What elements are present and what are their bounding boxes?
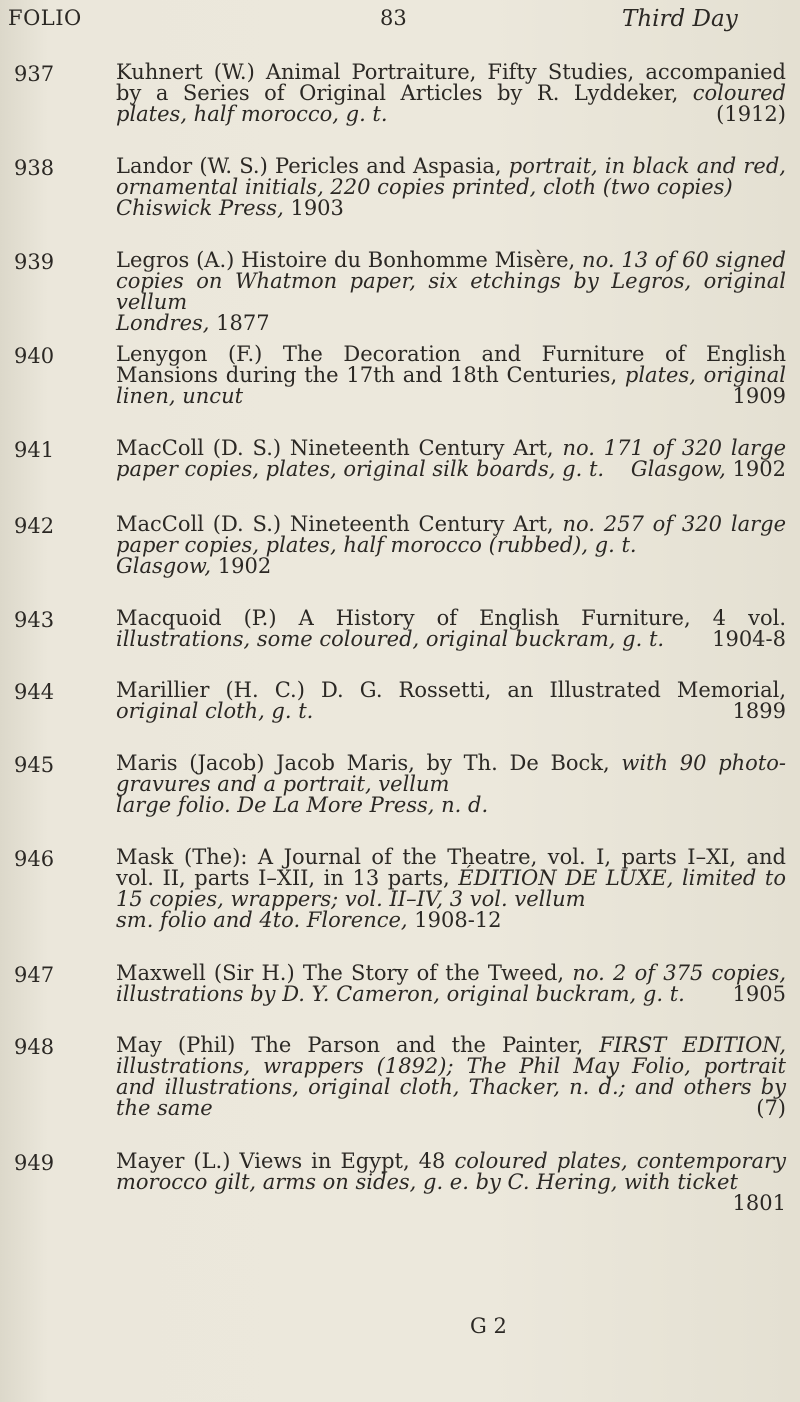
lot-details: no. 2 of 375 copies, illustrations by D. Y. Cameron, original buckram, g. t. [116, 961, 786, 1006]
lot-date: 1908-12 [414, 908, 502, 932]
lot-title: Landor (W. S.) Pericles and Aspasia, [116, 154, 502, 178]
lot-description [116, 250, 786, 334]
lot-description [116, 680, 786, 722]
lot-imprint: large folio. De La More Press, n. d. [116, 793, 489, 817]
page-number: 83 [380, 6, 407, 30]
lot-number: 938 [14, 156, 55, 180]
lot-title: May (Phil) The Parson and the Painter, [116, 1033, 584, 1057]
lot-details: no. 257 of 320 large paper copies, plates, half morocco (rubbed), g. t. [116, 512, 786, 557]
lot-date: 1905 [732, 982, 786, 1006]
lot-number: 943 [14, 608, 55, 632]
lot-details: coloured plates, contemporary morocco gilt, arms on sides, g. e. by C. Hering, with ticket [116, 1149, 786, 1194]
lot-description [116, 753, 786, 816]
lot-date: (7) [756, 1096, 786, 1120]
lot-description [116, 344, 786, 407]
lot-title: Maxwell (Sir H.) The Story of the Tweed, [116, 961, 565, 985]
lot-number: 945 [14, 753, 55, 777]
header-day: Third Day [622, 6, 738, 32]
lot-date: 1903 [290, 196, 344, 220]
lot-imprint: sm. folio and 4to. Florence, [116, 908, 408, 932]
lot-details: portrait, in black and red, ornamental initials, 220 copies printed, cloth (two copies) [116, 154, 786, 199]
lot-number: 937 [14, 62, 55, 86]
lot-title: Mask (The): A Journal of the Theatre, vol. I, parts I–XI, and vol. II, parts I–XII, in 13 parts, [116, 845, 786, 890]
lot-description [116, 156, 786, 219]
lot-number: 948 [14, 1035, 55, 1059]
lot-description [116, 1035, 786, 1119]
lot-title: Lenygon (F.) The Decoration and Furniture of English Mansions during the 17th and 18th Centuries, [116, 342, 786, 387]
lot-description [116, 62, 786, 125]
lot-title: Marillier (H. C.) D. G. Rossetti, an Illustrated Memorial, [116, 678, 786, 702]
lot-number: 947 [14, 963, 55, 987]
lot-details: no. 171 of 320 large paper copies, plates, original silk boards, g. t. [116, 436, 786, 481]
lot-imprint: Chiswick Press, [116, 196, 284, 220]
lot-description [116, 1151, 786, 1214]
lot-description [116, 608, 786, 650]
header-folio: FOLIO [8, 6, 82, 30]
lot-details: original cloth, g. t. [116, 699, 314, 723]
lot-title: Kuhnert (W.) Animal Portraiture, Fifty Studies, accompanied by a Series of Original Articles by R. Lyddeker, [116, 60, 786, 105]
lot-details: illustrations, some coloured, original buckram, g. t. [116, 627, 665, 651]
lot-description [116, 963, 786, 1005]
lot-number: 940 [14, 344, 55, 368]
lot-description [116, 514, 786, 577]
lot-date: 1909 [732, 384, 786, 408]
lot-title: Mayer (L.) Views in Egypt, 48 [116, 1149, 446, 1173]
lot-details: plates, original linen, uncut [116, 363, 786, 408]
lot-number: 946 [14, 847, 55, 871]
lot-title: Macquoid (P.) A History of English Furniture, 4 vol. [116, 606, 786, 630]
lot-number: 939 [14, 250, 55, 274]
lot-description [116, 438, 786, 480]
lot-imprint: Glasgow, [116, 554, 212, 578]
lot-number: 941 [14, 438, 55, 462]
signature-mark: G 2 [470, 1314, 507, 1338]
lot-details: no. 13 of 60 signed copies on Whatmon paper, six etchings by Legros, original vellum [116, 248, 786, 314]
lot-title: MacColl (D. S.) Nineteenth Century Art, [116, 512, 554, 536]
lot-date: (1912) [716, 102, 786, 126]
running-header [0, 6, 800, 36]
lot-date: 1904-8 [712, 627, 786, 651]
lot-details: with 90 photo-gravures and a portrait, vellum [116, 751, 786, 796]
lot-number: 942 [14, 514, 55, 538]
lot-details: coloured plates, half morocco, g. t. [116, 81, 786, 126]
lot-title: Legros (A.) Histoire du Bonhomme Misère, [116, 248, 576, 272]
lot-description [116, 847, 786, 931]
lot-title: MacColl (D. S.) Nineteenth Century Art, [116, 436, 554, 460]
lot-imprint: Londres, [116, 311, 210, 335]
lot-number: 949 [14, 1151, 55, 1175]
lot-date: 1902 [217, 554, 272, 578]
lot-title: Maris (Jacob) Jacob Maris, by Th. De Bock, [116, 751, 610, 775]
lot-details: ÉDITION DE LUXE, limited to 15 copies, wrappers; vol. II–IV, 3 vol. vellum [116, 866, 786, 911]
lot-date: 1899 [732, 699, 786, 723]
lot-date: 1902 [732, 457, 786, 481]
lot-number: 944 [14, 680, 55, 704]
lot-details: FIRST EDITION, illustrations, wrappers (1892); The Phil May Folio, portrait and illustrations, original cloth, Thacker, n. d.; and others by the same [116, 1033, 786, 1120]
lot-date: 1801 [732, 1191, 786, 1215]
lot-imprint: Glasgow, [630, 457, 726, 481]
lot-date: 1877 [216, 311, 270, 335]
